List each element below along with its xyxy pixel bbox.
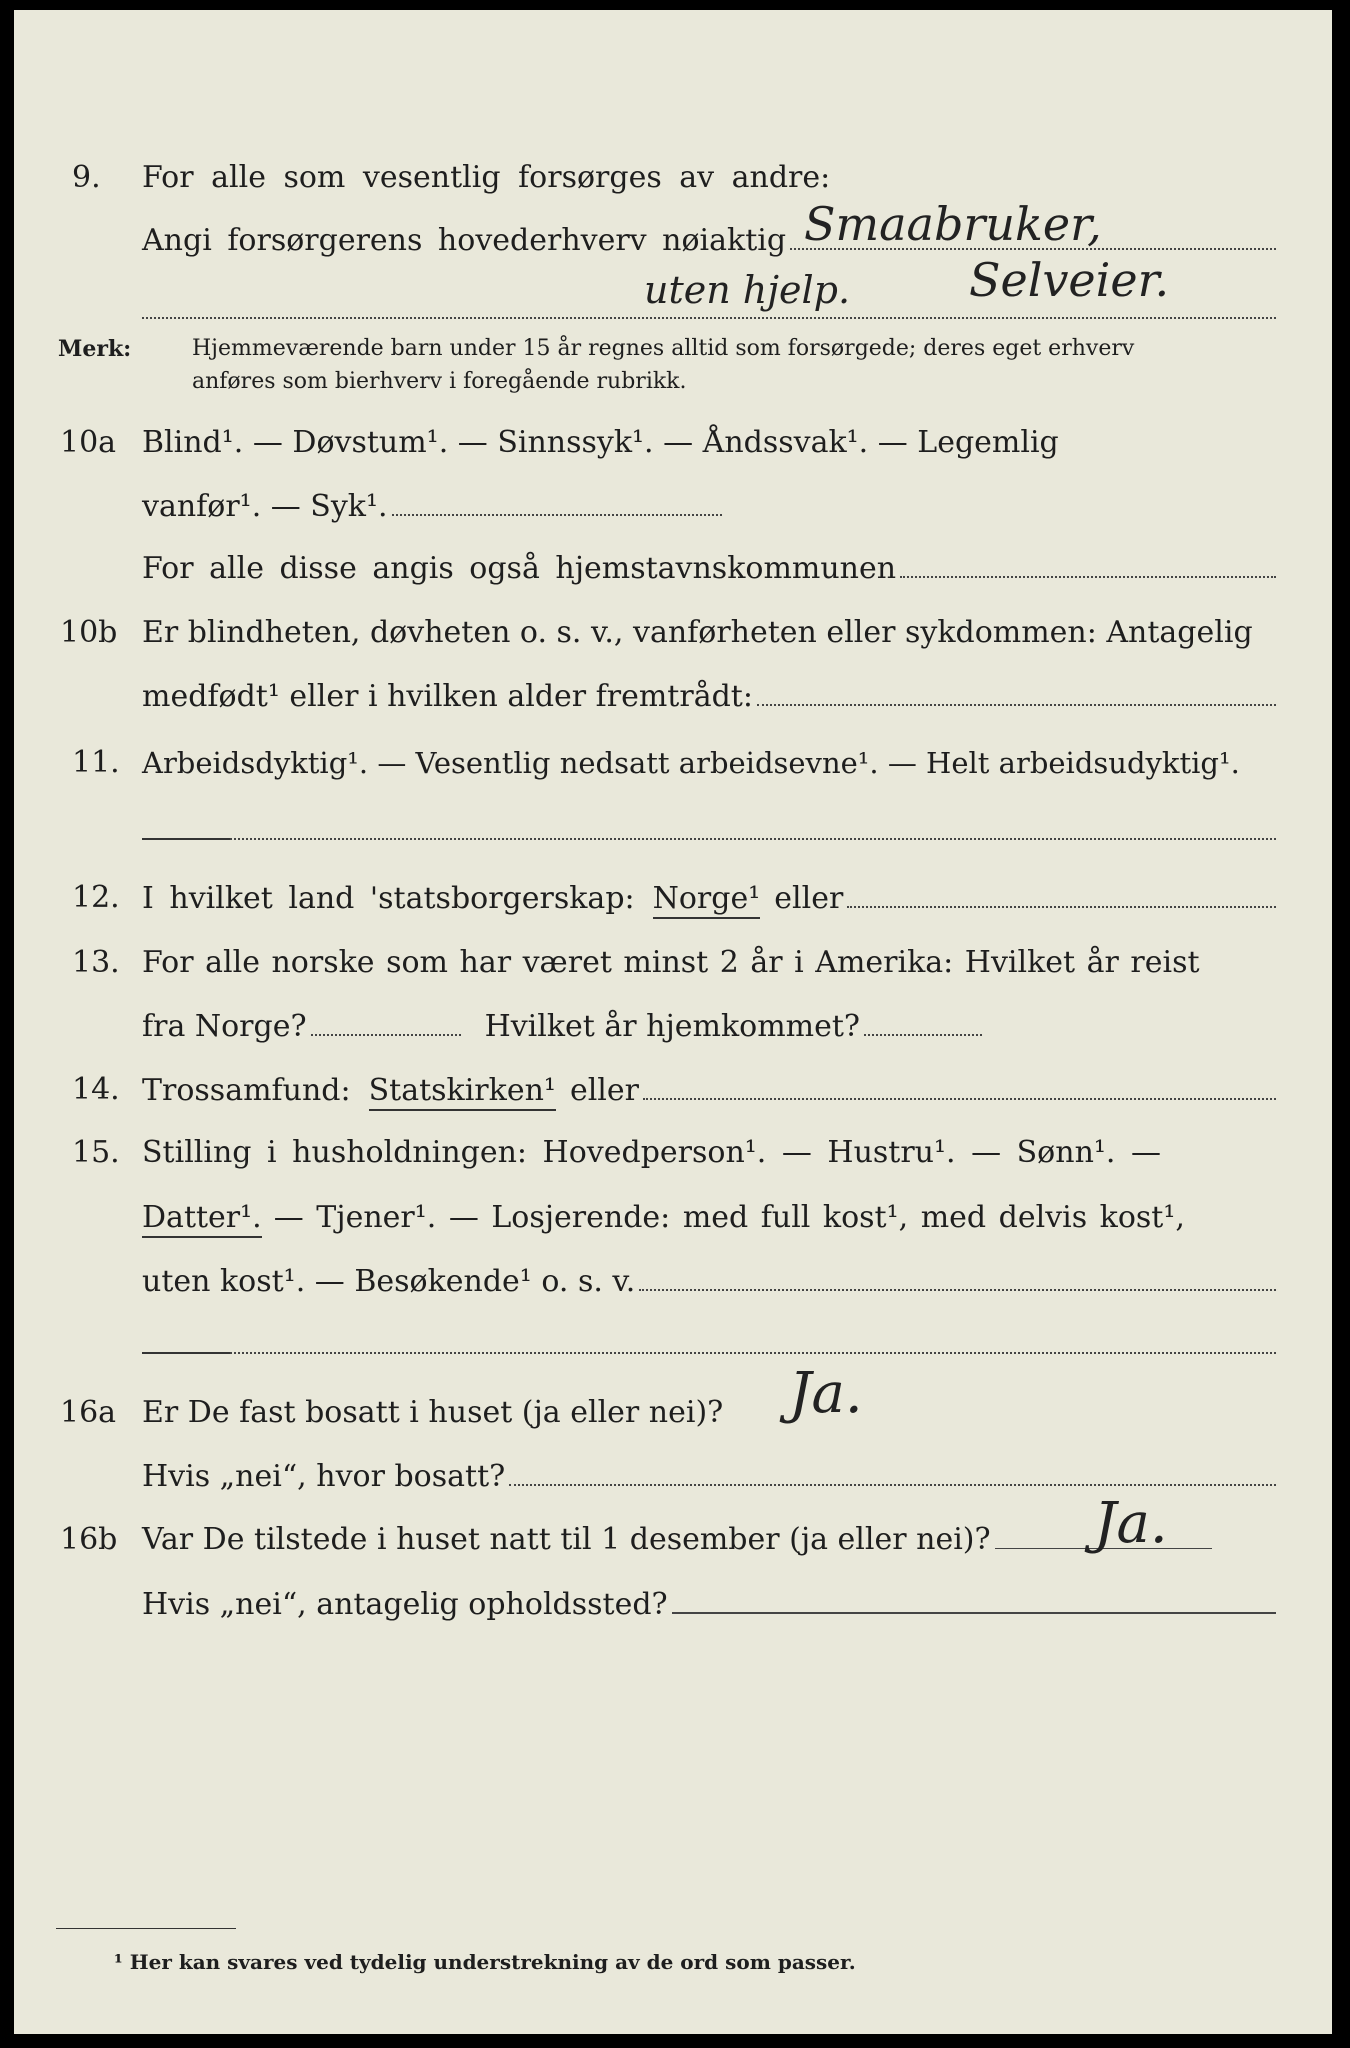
q12-row (142, 880, 1276, 919)
q10a-line3: For alle disse angis også hjemstavnskommunen (142, 551, 897, 586)
q10a-syk-line (392, 488, 722, 516)
q13-line2a: fra Norge? (142, 1009, 307, 1044)
q9-line2: Angi forsørgerens hovederhverv nøiaktig (142, 223, 787, 258)
q14-row (142, 1072, 1276, 1111)
footnote-divider (56, 1928, 236, 1929)
q9-number: 9. (72, 160, 101, 195)
q16a-row2 (142, 1458, 1276, 1495)
q15-extra-line (230, 1352, 1276, 1354)
q13-reist-line (311, 1008, 461, 1036)
q16a-line1: Er De fast bosatt i huset (ja eller nei)? (142, 1395, 724, 1430)
q14-number: 14. (72, 1072, 120, 1107)
q15-underline (142, 1352, 230, 1354)
q15-answer-line (639, 1263, 1276, 1291)
q10a-line2: vanfør¹. — Syk¹. (142, 489, 388, 524)
q13-row2 (142, 1008, 982, 1045)
q10a-hjemstavn-line (900, 550, 1276, 578)
q11-line1: Arbeidsdyktig¹. — Vesentlig nedsatt arbeidsevne¹. — Helt arbeidsudyktig¹. (142, 746, 1240, 780)
q16a-handwritten-answer: Ja. (789, 1361, 863, 1426)
merk-line1: Hjemmeværende barn under 15 år regnes alltid som forsørgede; deres eget erhverv (192, 336, 1135, 361)
q14-suffix: eller (569, 1073, 639, 1108)
q16b-row2 (142, 1586, 1276, 1623)
q9-second-answer-line (142, 317, 1276, 319)
q9-line1: For alle som vesentlig forsørges av andre: (142, 160, 831, 195)
q16a-answer-line (509, 1458, 1276, 1486)
q15-row3 (142, 1263, 1276, 1300)
q12-answer-line (847, 880, 1276, 908)
q10a-row2 (142, 488, 1276, 525)
q10b-answer-line (757, 678, 1276, 706)
q10a-number: 10a (60, 425, 117, 460)
q12-prefix: I hvilket land 'statsborgerskap: (142, 881, 635, 916)
q13-line1: For alle norske som har været minst 2 år i Amerika: Hvilket år reist (142, 945, 1200, 980)
q10a-line1: Blind¹. — Døvstum¹. — Sinnssyk¹. — Åndssvak¹. — Legemlig (142, 425, 1059, 460)
q16a-number: 16a (60, 1395, 117, 1430)
q10b-line1: Er blindheten, døvheten o. s. v., vanførheten eller sykdommen: Antagelig (142, 615, 1253, 650)
merk-label: Merk: (58, 336, 132, 362)
q10b-row2 (142, 678, 1276, 715)
q13-line2b: Hvilket år hjemkommet? (484, 1009, 861, 1044)
q14-prefix: Trossamfund: (142, 1073, 351, 1108)
q15-line1: Stilling i husholdningen: Hovedperson¹. — Hustru¹. — Sønn¹. — (142, 1135, 1161, 1170)
q15-row2 (142, 1200, 1185, 1238)
q12-suffix: eller (774, 881, 844, 916)
q15-line3: uten kost¹. — Besøkende¹ o. s. v. (142, 1264, 636, 1299)
q9-handwritten-answer1: Smaabruker, (804, 197, 1102, 251)
q11-underline (142, 838, 230, 840)
q16b-row1 (142, 1522, 1212, 1558)
q15-number: 15. (72, 1135, 120, 1170)
q12-option-norge: Norge¹ (653, 881, 761, 919)
q10a-row3 (142, 550, 1276, 587)
q14-option-statskirken: Statskirken¹ (369, 1073, 556, 1111)
q14-answer-line (643, 1072, 1276, 1100)
q16b-handwritten-answer: Ja. (1094, 1491, 1168, 1556)
merk-line2: anføres som bierhverv i foregående rubrikk. (192, 369, 687, 394)
q13-number: 13. (72, 945, 120, 980)
footnote-text: ¹ Her kan svares ved tydelig understrekning av de ord som passer. (114, 1950, 856, 1974)
q15-line2rest: — Tjener¹. — Losjerende: med full kost¹, med delvis kost¹, (273, 1200, 1185, 1235)
q16a-line2: Hvis „nei“, hvor bosatt? (142, 1459, 506, 1494)
q16b-line2: Hvis „nei“, antagelig opholdssted? (142, 1587, 668, 1622)
q9-handwritten-answer2: uten hjelp. (644, 268, 851, 312)
q10b-line2: medfødt¹ eller i hvilken alder fremtrådt: (142, 679, 753, 714)
q10b-number: 10b (60, 615, 118, 650)
q13-hjemkommet-line (864, 1008, 982, 1036)
q16b-line1: Var De tilstede i huset natt til 1 desember (ja eller nei)? (142, 1522, 991, 1557)
q12-number: 12. (72, 880, 120, 915)
q15-option-datter: Datter¹. (142, 1200, 262, 1238)
q16b-number: 16b (60, 1522, 118, 1557)
q11-number: 11. (72, 745, 120, 780)
q9-handwritten-answer3: Selveier. (969, 253, 1170, 307)
census-form-page (14, 10, 1332, 2034)
q16b-opholdssted-line (672, 1586, 1276, 1614)
q11-answer-line (230, 838, 1276, 840)
